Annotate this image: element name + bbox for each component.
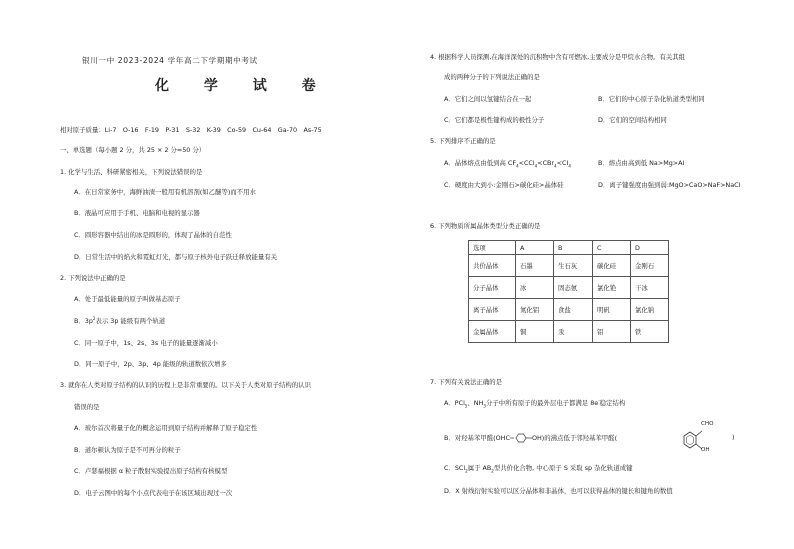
table-cell: 氮化铝 — [516, 299, 554, 321]
q5-option-d: D．离子键强度由强到弱:MgO>CaO>NaF>NaCl — [598, 181, 741, 189]
q3-option-b: B．道尔顿认为原子是不可再分的粒子 — [74, 446, 181, 454]
section-heading: 一、单选题（每小题 2 分，共 25 × 2 分=50 分） — [60, 146, 206, 154]
table-cell: B — [554, 241, 593, 255]
q4-option-c: C．它们都是极性键构成的极性分子 — [444, 116, 545, 124]
q4-option-b: B．它们的中心原子杂化轨道类型相同 — [598, 95, 705, 103]
q4-option-a: A．它们之间以氢键结合在一起 — [444, 95, 532, 103]
q7-option-d: D．X 射线衍射实验可以区分晶体和非晶体，也可以获得晶体的键长和键角的数值 — [444, 487, 673, 495]
table-cell: 冰 — [516, 277, 554, 299]
para-hydroxy-structure: OHC OH — [495, 434, 542, 442]
table-cell: 汞 — [554, 321, 593, 343]
q4-stem-line2: 成的两种分子的下列说法正确的是 — [444, 73, 540, 81]
q5-option-b: B．熔点由高到低 Na>Mg>Al — [598, 159, 685, 167]
q3-option-c: C．卢瑟福根据 α 粒子散射实验提出原子结构有核模型 — [74, 467, 228, 475]
q7-stem: 7. 下列有关说法正确的是 — [430, 378, 503, 386]
q5-stem: 5. 下列排序不正确的是 — [430, 137, 496, 145]
table-row — [469, 321, 669, 343]
q4-option-d: D．它们的空间结构相同 — [598, 116, 667, 124]
table-cell: 石墨 — [516, 255, 554, 277]
table-row — [469, 277, 669, 299]
table-row — [469, 255, 669, 277]
q1-option-d: D．日常生活中的焰火和霓虹灯光，都与原子核外电子跃迁释放能量有关 — [74, 253, 278, 261]
table-cell: 碳化硅 — [593, 255, 631, 277]
close-paren: ) — [732, 433, 735, 441]
q3-option-a: A．玻尔首次将量子化的概念运用到原子结构并解释了原子稳定性 — [74, 424, 258, 432]
table-cell: 铁 — [631, 321, 669, 343]
table-cell: A — [516, 241, 554, 255]
atomic-masses: 相对原子质量：Li-7 O-16 F-19 P-31 S-32 K-39 Co-59 Cu-64 Ga-70 As-75 — [60, 126, 322, 134]
q1-stem: 1. 化学与生活、科研紧密相关，下列说法错误的是 — [60, 168, 203, 176]
table-cell: 选项 — [469, 241, 516, 255]
q3-stem-line1: 3. 就你在人类对原子结构的认识的历程上是非常重要的。以下关于人类对原子结构的认识 — [60, 381, 311, 389]
table-cell: 食盐 — [554, 299, 593, 321]
table-cell: 铜 — [516, 321, 554, 343]
table-cell: 固态氨 — [554, 277, 593, 299]
table-cell: 共价晶体 — [469, 255, 516, 277]
q1-option-b: B．液晶可应用于手机、电脑和电视的显示器 — [74, 209, 200, 217]
oh-label: OH — [701, 447, 710, 453]
table-cell: 氯化铯 — [593, 277, 631, 299]
benzene-ring-icon — [510, 433, 532, 443]
table-cell: 干冰 — [631, 277, 669, 299]
table-cell: 明矾 — [593, 299, 631, 321]
table-cell: 离子晶体 — [469, 299, 516, 321]
exam-title: 银川一中 2023-2024 学年高二下学期期中考试 — [82, 56, 258, 65]
q6-stem: 6. 下列物质所属晶体类型分类正确的是 — [430, 222, 541, 230]
q7-option-c: C．SCl$_2$属于 $AB_2$型共价化合物, 中心原子 S 采取 sp 杂化轨道成键 — [444, 464, 633, 474]
ortho-hydroxy-structure — [678, 418, 738, 460]
q7-option-b: B．对羟基苯甲醛(OHC OH)的沸点低于邻羟基苯甲醛( — [444, 434, 618, 442]
q1-option-a: A．在日常家务中，海鲜油渍一般用有机溶剂(如乙醚等)而不用水 — [74, 188, 256, 196]
q3-option-d: D．电子云图中的每个小点代表电子在该区域出现过一次 — [74, 489, 233, 497]
table-header-row — [469, 241, 669, 255]
table-cell: 生石灰 — [554, 255, 593, 277]
q5-option-c: C．硬度由大到小:金刚石>碳化硅>晶体硅 — [444, 181, 564, 189]
q2-option-a: A．处于最低能量的原子叫做基态原子 — [74, 295, 181, 303]
q1-option-c: C．圆形容器中结出的冰是圆形的，体现了晶体的自范性 — [74, 231, 232, 239]
q2-option-b: B．$3p^2$表示 3p 能级有两个轨道 — [74, 315, 166, 325]
table-cell: D — [631, 241, 669, 255]
table-cell: 氯化钠 — [631, 299, 669, 321]
table-cell: 分子晶体 — [469, 277, 516, 299]
q6-crystal-table — [468, 240, 669, 343]
table-cell: 金刚石 — [631, 255, 669, 277]
table-cell: 铝 — [593, 321, 631, 343]
q4-stem-line1: 4. 根据科学人员探测,在海洋深处的沉积物中含有可燃冰,主要成分是甲烷水合物。有关其组 — [430, 53, 686, 61]
q7-option-a: A．PCl$_5$、$NH_3$分子中所有原子的最外层电子都满足 8e-稳定结构 — [444, 397, 626, 409]
table-cell: 金属晶体 — [469, 321, 516, 343]
q2-option-d: D．同一原子中，2p、3p、4p 能级的轨道数依次增多 — [74, 360, 227, 368]
q2-option-c: C．同一原子中，1s、2s、3s 电子的能量逐渐减小 — [74, 339, 218, 347]
q3-stem-line2: 错误的是 — [74, 403, 100, 411]
q2-stem: 2. 下列说法中正确的是 — [60, 274, 126, 282]
q5-option-a: A．晶体熔点由低到高 $CF_4<CCl_4<CBr_4<CI_4$ — [444, 159, 571, 169]
cho-label: CHO — [701, 421, 714, 427]
table-cell: C — [593, 241, 631, 255]
table-row — [469, 299, 669, 321]
subject-title: 化 学 试 卷 — [155, 78, 331, 94]
